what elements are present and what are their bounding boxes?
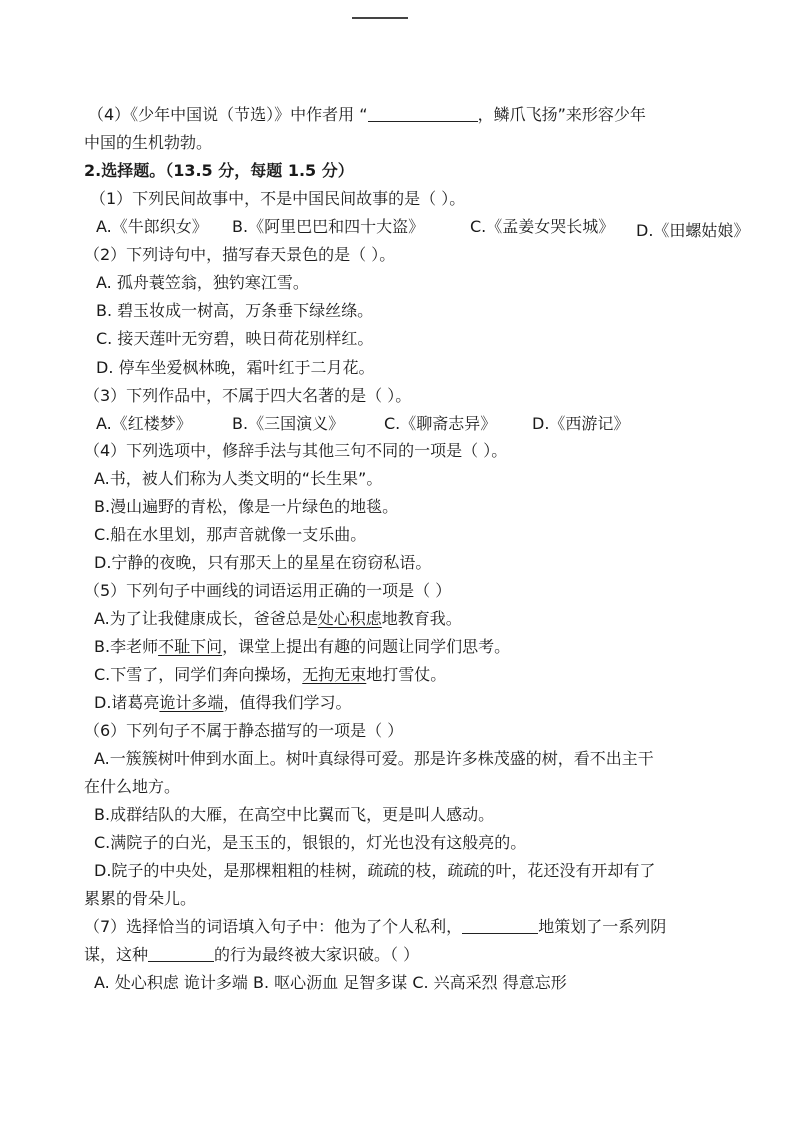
q3-stem: （3）下列作品中，不属于四大名著的是（ ）。 <box>84 386 412 405</box>
q4-stem: （4）下列选项中，修辞手法与其他三句不同的一项是（ ）。 <box>84 441 508 460</box>
q5-c-text-end: 地打雪仗。 <box>366 665 447 684</box>
q2-option-b: B. 碧玉妆成一树高，万条垂下绿丝绦。 <box>96 301 374 320</box>
q4-intro-suffix: ，鳞爪飞扬”来形容少年 <box>477 105 646 124</box>
q5-stem: （5）下列句子中画线的词语运用正确的一项是（ ） <box>84 581 452 600</box>
q4-option-a: A.书，被人们称为人类文明的“长生果”。 <box>94 469 383 488</box>
q2-option-d: D. 停车坐爱枫林晚，霜叶红于二月花。 <box>96 358 375 377</box>
q5-a-text: A.为了让我健康成长，爸爸总是 <box>94 609 318 628</box>
q6-stem: （6）下列句子不属于静态描写的一项是（ ） <box>84 721 404 740</box>
q7-line1-text-end: 地策划了一系列阴 <box>538 917 667 936</box>
q5-option-b <box>94 636 510 658</box>
q5-c-text: C.下雪了，同学们奔向操场， <box>94 665 303 684</box>
q3-option-a: A.《红楼梦》 <box>96 414 192 433</box>
q4-option-b: B.漫山遍野的青松，像是一片绿色的地毯。 <box>94 497 399 516</box>
q6-option-c: C.满院子的白光，是玉玉的，银银的，灯光也没有这般亮的。 <box>94 833 527 852</box>
q1-option-c: C.《孟姜女哭长城》 <box>470 217 615 236</box>
q4-option-c: C.船在水里划，那声音就像一支乐曲。 <box>94 525 367 544</box>
q7-line2 <box>84 944 419 966</box>
q1-option-a: A.《牛郎织女》 <box>96 217 208 236</box>
q5-option-c <box>94 664 446 686</box>
q7-line2-text: 谋，这种 <box>84 945 149 964</box>
q4-intro-line1 <box>88 104 646 126</box>
q5-b-text: B.李老师 <box>94 637 159 656</box>
q4-intro-blank[interactable] <box>368 105 478 122</box>
q3-option-d: D.《西游记》 <box>532 414 630 433</box>
q5-option-d <box>94 692 351 714</box>
q3-option-c: C.《聊斋志异》 <box>384 414 497 433</box>
q7-line2-text-end: 的行为最终被大家识破。（ ） <box>214 945 420 964</box>
q2-stem: （2）下列诗句中，描写春天景色的是（ ）。 <box>84 245 396 264</box>
q5-d-underlined: 诡计多端 <box>159 693 224 712</box>
q7-line1-text: （7）选择恰当的词语填入句子中：他为了个人私利， <box>84 917 463 936</box>
q5-d-text-end: ，值得我们学习。 <box>223 693 352 712</box>
q4-intro-prefix: （4）《少年中国说（节选）》中作者用 “ <box>88 105 368 124</box>
q5-c-underlined: 无拘无束 <box>302 665 367 684</box>
q2-option-a: A. 孤舟蓑笠翁，独钓寒江雪。 <box>96 273 309 292</box>
q3-option-b: B.《三国演义》 <box>232 414 345 433</box>
q5-a-underlined: 处心积虑 <box>317 609 382 628</box>
q1-option-b: B.《阿里巴巴和四十大盗》 <box>232 217 425 236</box>
q6-option-d-line1: D.院子的中央处，是那棵粗粗的桂树，疏疏的枝，疏疏的叶，花还没有开却有了 <box>94 861 656 880</box>
q7-options: A. 处心积虑 诡计多端 B. 呕心沥血 足智多谋 C. 兴高采烈 得意忘形 <box>94 973 567 992</box>
q6-option-b: B.成群结队的大雁，在高空中比翼而飞，更是叫人感动。 <box>94 805 495 824</box>
q4-intro-line2: 中国的生机勃勃。 <box>84 133 213 152</box>
q7-blank-2[interactable] <box>148 945 214 962</box>
top-rule <box>352 17 408 19</box>
q6-option-a-line1: A.一簇簇树叶伸到水面上。树叶真绿得可爱。那是许多株茂盛的树，看不出主干 <box>94 749 654 768</box>
q5-a-text-end: 地教育我。 <box>381 609 462 628</box>
q7-blank-1[interactable] <box>462 917 538 934</box>
q6-option-a-line2: 在什么地方。 <box>84 777 181 796</box>
q4-option-d: D.宁静的夜晚，只有那天上的星星在窃窃私语。 <box>94 553 432 572</box>
q5-b-underlined: 不耻下问 <box>158 637 223 656</box>
q1-stem: （1）下列民间故事中，不是中国民间故事的是（ ）。 <box>90 189 466 208</box>
q1-option-d: D.《田螺姑娘》 <box>636 221 750 240</box>
q5-d-text: D.诸葛亮 <box>94 693 160 712</box>
section2-title: 2.选择题。（13.5 分，每题 1.5 分） <box>84 161 354 180</box>
q7-line1 <box>84 916 666 938</box>
q6-option-d-line2: 累累的骨朵儿。 <box>84 889 197 908</box>
q5-option-a <box>94 608 462 630</box>
q5-b-text-end: ，课堂上提出有趣的问题让同学们思考。 <box>222 637 511 656</box>
q2-option-c: C. 接天莲叶无穷碧，映日荷花别样红。 <box>96 329 374 348</box>
